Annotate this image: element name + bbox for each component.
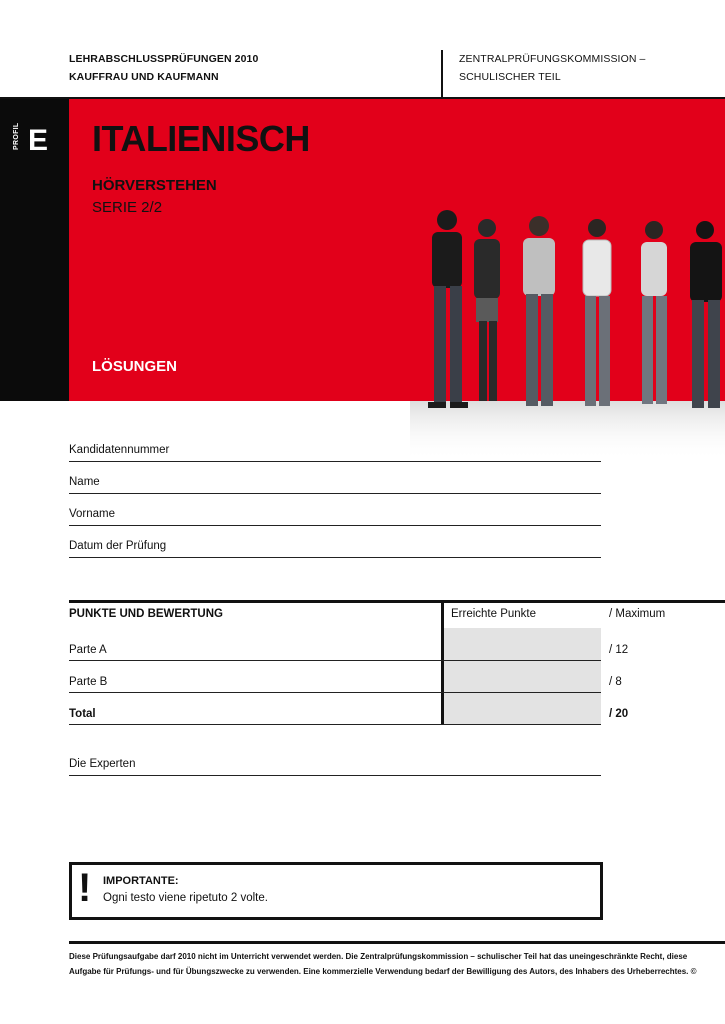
field-label-exam-date: Datum der Prüfung xyxy=(69,540,167,552)
score-cell-parte-b xyxy=(444,661,601,692)
solutions-label: LÖSUNGEN xyxy=(92,358,178,375)
row-line-parte-a xyxy=(69,660,601,661)
header-divider xyxy=(441,50,443,98)
experts-label: Die Experten xyxy=(69,758,136,770)
footer-line-2: Aufgabe für Prüfungs- und für Übungszwecke zu verwenden. Eine kommerzielle Verwendung bedarf der Bewilligung des Autors, des Inhabers des Urheberrechtes. © xyxy=(69,967,697,976)
row-label-parte-a: Parte A xyxy=(69,644,107,656)
commission-part-label: SCHULISCHER TEIL xyxy=(459,71,561,83)
row-label-parte-b: Parte B xyxy=(69,676,108,688)
important-notice-box xyxy=(69,862,603,920)
points-column-header: Erreichte Punkte xyxy=(451,608,537,620)
score-table-divider xyxy=(441,603,444,725)
field-label-first-name: Vorname xyxy=(69,508,116,520)
row-max-parte-b: / 8 xyxy=(609,676,622,688)
header-right xyxy=(459,50,645,86)
profession-label: KAUFFRAU UND KAUFMANN xyxy=(69,71,219,83)
profile-letter: E xyxy=(28,124,49,157)
important-text: Ogni testo viene ripetuto 2 volte. xyxy=(103,892,268,904)
max-column-header: / Maximum xyxy=(609,608,666,620)
row-max-total: / 20 xyxy=(609,708,629,720)
row-line-total xyxy=(69,724,601,725)
series-label: SERIE 2/2 xyxy=(92,199,163,216)
score-cell-total xyxy=(444,693,601,725)
field-label-name: Name xyxy=(69,476,100,488)
row-label-total: Total xyxy=(69,708,96,720)
row-line-parte-b xyxy=(69,692,601,693)
exclamation-icon: ! xyxy=(78,866,92,910)
field-line-exam-date xyxy=(69,557,601,558)
exam-year-label: LEHRABSCHLUSSPRÜFUNGEN 2010 xyxy=(69,53,259,65)
group-photo xyxy=(410,206,725,466)
score-table-heading: PUNKTE UND BEWERTUNG xyxy=(69,608,223,620)
field-line-first-name xyxy=(69,525,601,526)
footer-rule xyxy=(69,941,725,944)
important-heading: IMPORTANTE: xyxy=(103,875,179,887)
footer-line-1: Diese Prüfungsaufgabe darf 2010 nicht im Unterricht verwendet werden. Die Zentralprüfungskommission – schulischer Teil hat das uneingeschränkte Recht, diese xyxy=(69,952,688,961)
profile-small-label: PROFIL xyxy=(13,122,20,150)
page-title: ITALIENISCH xyxy=(92,118,310,159)
header-left xyxy=(69,50,258,86)
score-table-top-rule xyxy=(69,600,725,603)
experts-line xyxy=(69,775,601,776)
field-line-candidate-number xyxy=(69,461,601,462)
commission-label: ZENTRALPRÜFUNGSKOMMISSION – xyxy=(459,53,646,65)
field-label-candidate-number: Kandidatennummer xyxy=(69,444,170,456)
subtitle: HÖRVERSTEHEN xyxy=(92,177,217,194)
row-max-parte-a: / 12 xyxy=(609,644,629,656)
score-cell-parte-a xyxy=(444,628,601,660)
field-line-name xyxy=(69,493,601,494)
footer-notice xyxy=(69,949,699,979)
